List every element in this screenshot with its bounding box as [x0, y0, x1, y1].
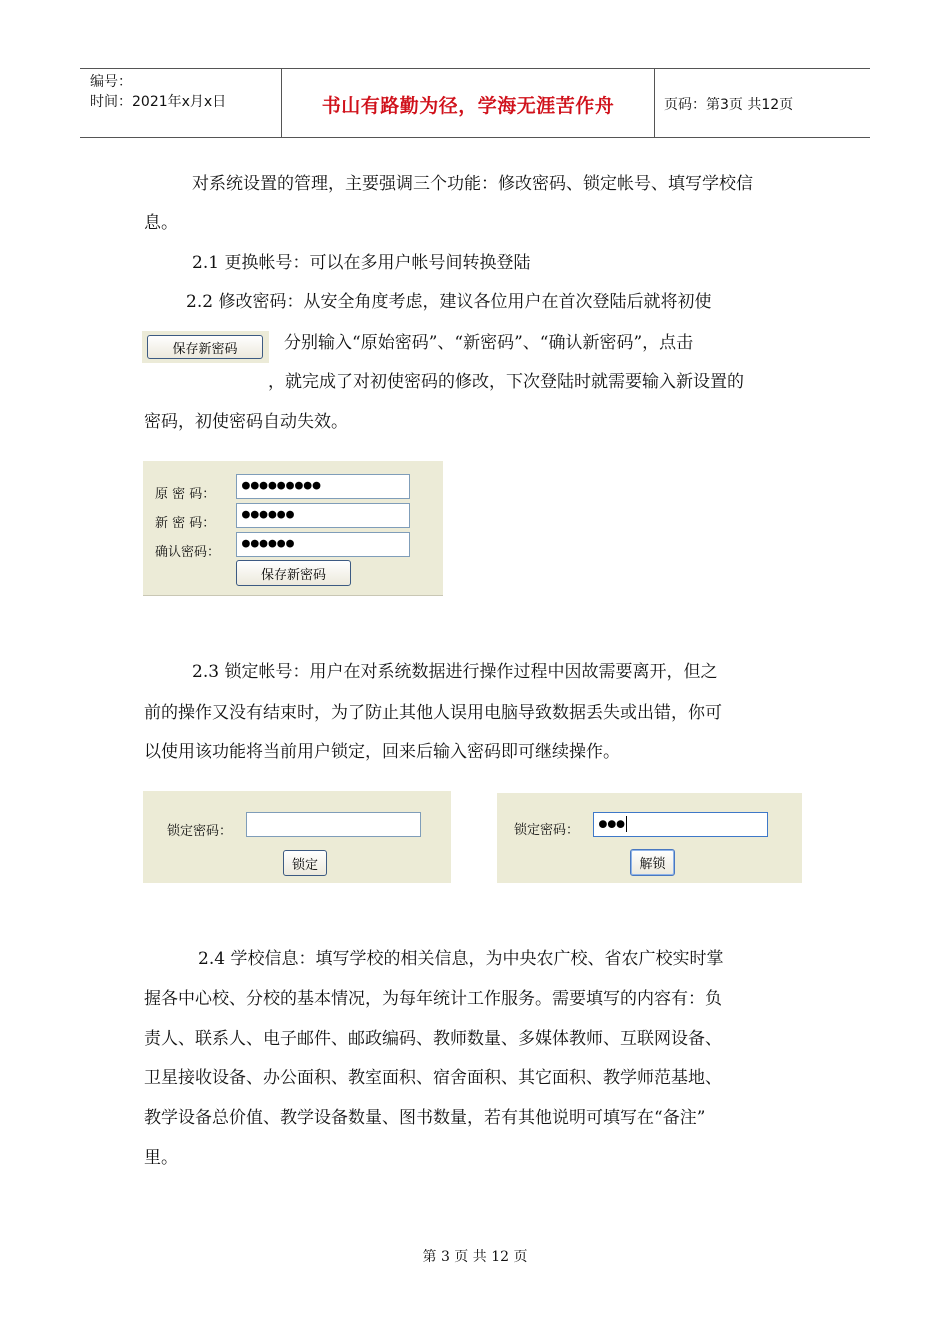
section-2-2-line-1: 2.2 修改密码：从安全角度考虑，建议各位用户在首次登陆后就将初使 [186, 292, 712, 312]
section-2-4-line-4: 卫星接收设备、办公面积、教室面积、宿舍面积、其它面积、教学师范基地、 [144, 1068, 722, 1088]
lock-account-panel [143, 791, 451, 883]
new-password-label: 新 密 码： [155, 516, 216, 531]
section-2-3-line-1: 2.3 锁定帐号：用户在对系统数据进行操作过程中因故需要离开，但之 [192, 662, 718, 682]
lock-button[interactable]: 锁定 [283, 850, 327, 876]
header-meta-cell [80, 69, 281, 137]
section-2-2-line-4: 密码，初使密码自动失效。 [144, 412, 348, 432]
page-footer: 第 3 页 共 12 页 [422, 1249, 528, 1265]
document-header [80, 68, 870, 138]
section-2-3-line-3: 以使用该功能将当前用户锁定，回来后输入密码即可继续操作。 [144, 742, 620, 762]
paragraph-intro-line-1: 对系统设置的管理，主要强调三个功能：修改密码、锁定帐号、填写学校信 [192, 174, 753, 194]
original-password-field[interactable]: ●●●●●●●●● [236, 474, 410, 499]
text-caret-icon [626, 816, 627, 832]
section-2-3-line-2: 前的操作又没有结束时，为了防止其他人误用电脑导致数据丢失或出错，你可 [144, 703, 722, 723]
confirm-password-field[interactable]: ●●●●●● [236, 532, 410, 557]
change-password-panel [143, 461, 443, 596]
document-date-label: 时间：2021年x月x日 [90, 94, 227, 110]
lock-password-field[interactable] [246, 812, 421, 837]
inline-button-screenshot [142, 331, 269, 363]
header-motto-cell [281, 69, 655, 137]
unlock-account-panel [497, 793, 802, 883]
unlock-password-label: 锁定密码： [514, 823, 580, 838]
header-page-cell [654, 69, 870, 137]
section-2-4-line-5: 教学设备总价值、教学设备数量、图书数量，若有其他说明可填写在“备注” [144, 1108, 706, 1128]
document-number-label: 编号： [90, 74, 132, 90]
original-password-label: 原 密 码： [155, 487, 216, 502]
section-2-4-line-6: 里。 [144, 1148, 178, 1168]
header-motto: 书山有路勤为径，学海无涯苦作舟 [321, 95, 615, 117]
section-2-2-line-2: 分别输入“原始密码”、“新密码”、“确认新密码”，点击 [284, 333, 694, 353]
section-2-4-line-1: 2.4 学校信息：填写学校的相关信息，为中央农广校、省农广校实时掌 [198, 949, 724, 969]
section-2-4-line-2: 握各中心校、分校的基本情况，为每年统计工作服务。需要填写的内容有：负 [144, 989, 722, 1009]
lock-password-label: 锁定密码： [167, 824, 233, 839]
save-new-password-button[interactable]: 保存新密码 [236, 560, 351, 586]
paragraph-intro-line-2: 息。 [144, 213, 178, 233]
section-2-1: 2.1 更换帐号：可以在多用户帐号间转换登陆 [192, 253, 531, 273]
new-password-field[interactable]: ●●●●●● [236, 503, 410, 528]
section-2-4-line-3: 责人、联系人、电子邮件、邮政编码、教师数量、多媒体教师、互联网设备、 [144, 1029, 722, 1049]
save-new-password-inline-button[interactable]: 保存新密码 [147, 335, 263, 359]
confirm-password-label: 确认密码： [155, 545, 221, 560]
header-page-info: 页码：第3页 共12页 [664, 97, 794, 113]
unlock-button[interactable]: 解锁 [630, 849, 675, 876]
section-2-2-line-3: ，就完成了对初使密码的修改，下次登陆时就需要输入新设置的 [268, 372, 744, 392]
unlock-password-value: ●●● [599, 816, 626, 832]
unlock-password-field[interactable] [593, 812, 768, 837]
